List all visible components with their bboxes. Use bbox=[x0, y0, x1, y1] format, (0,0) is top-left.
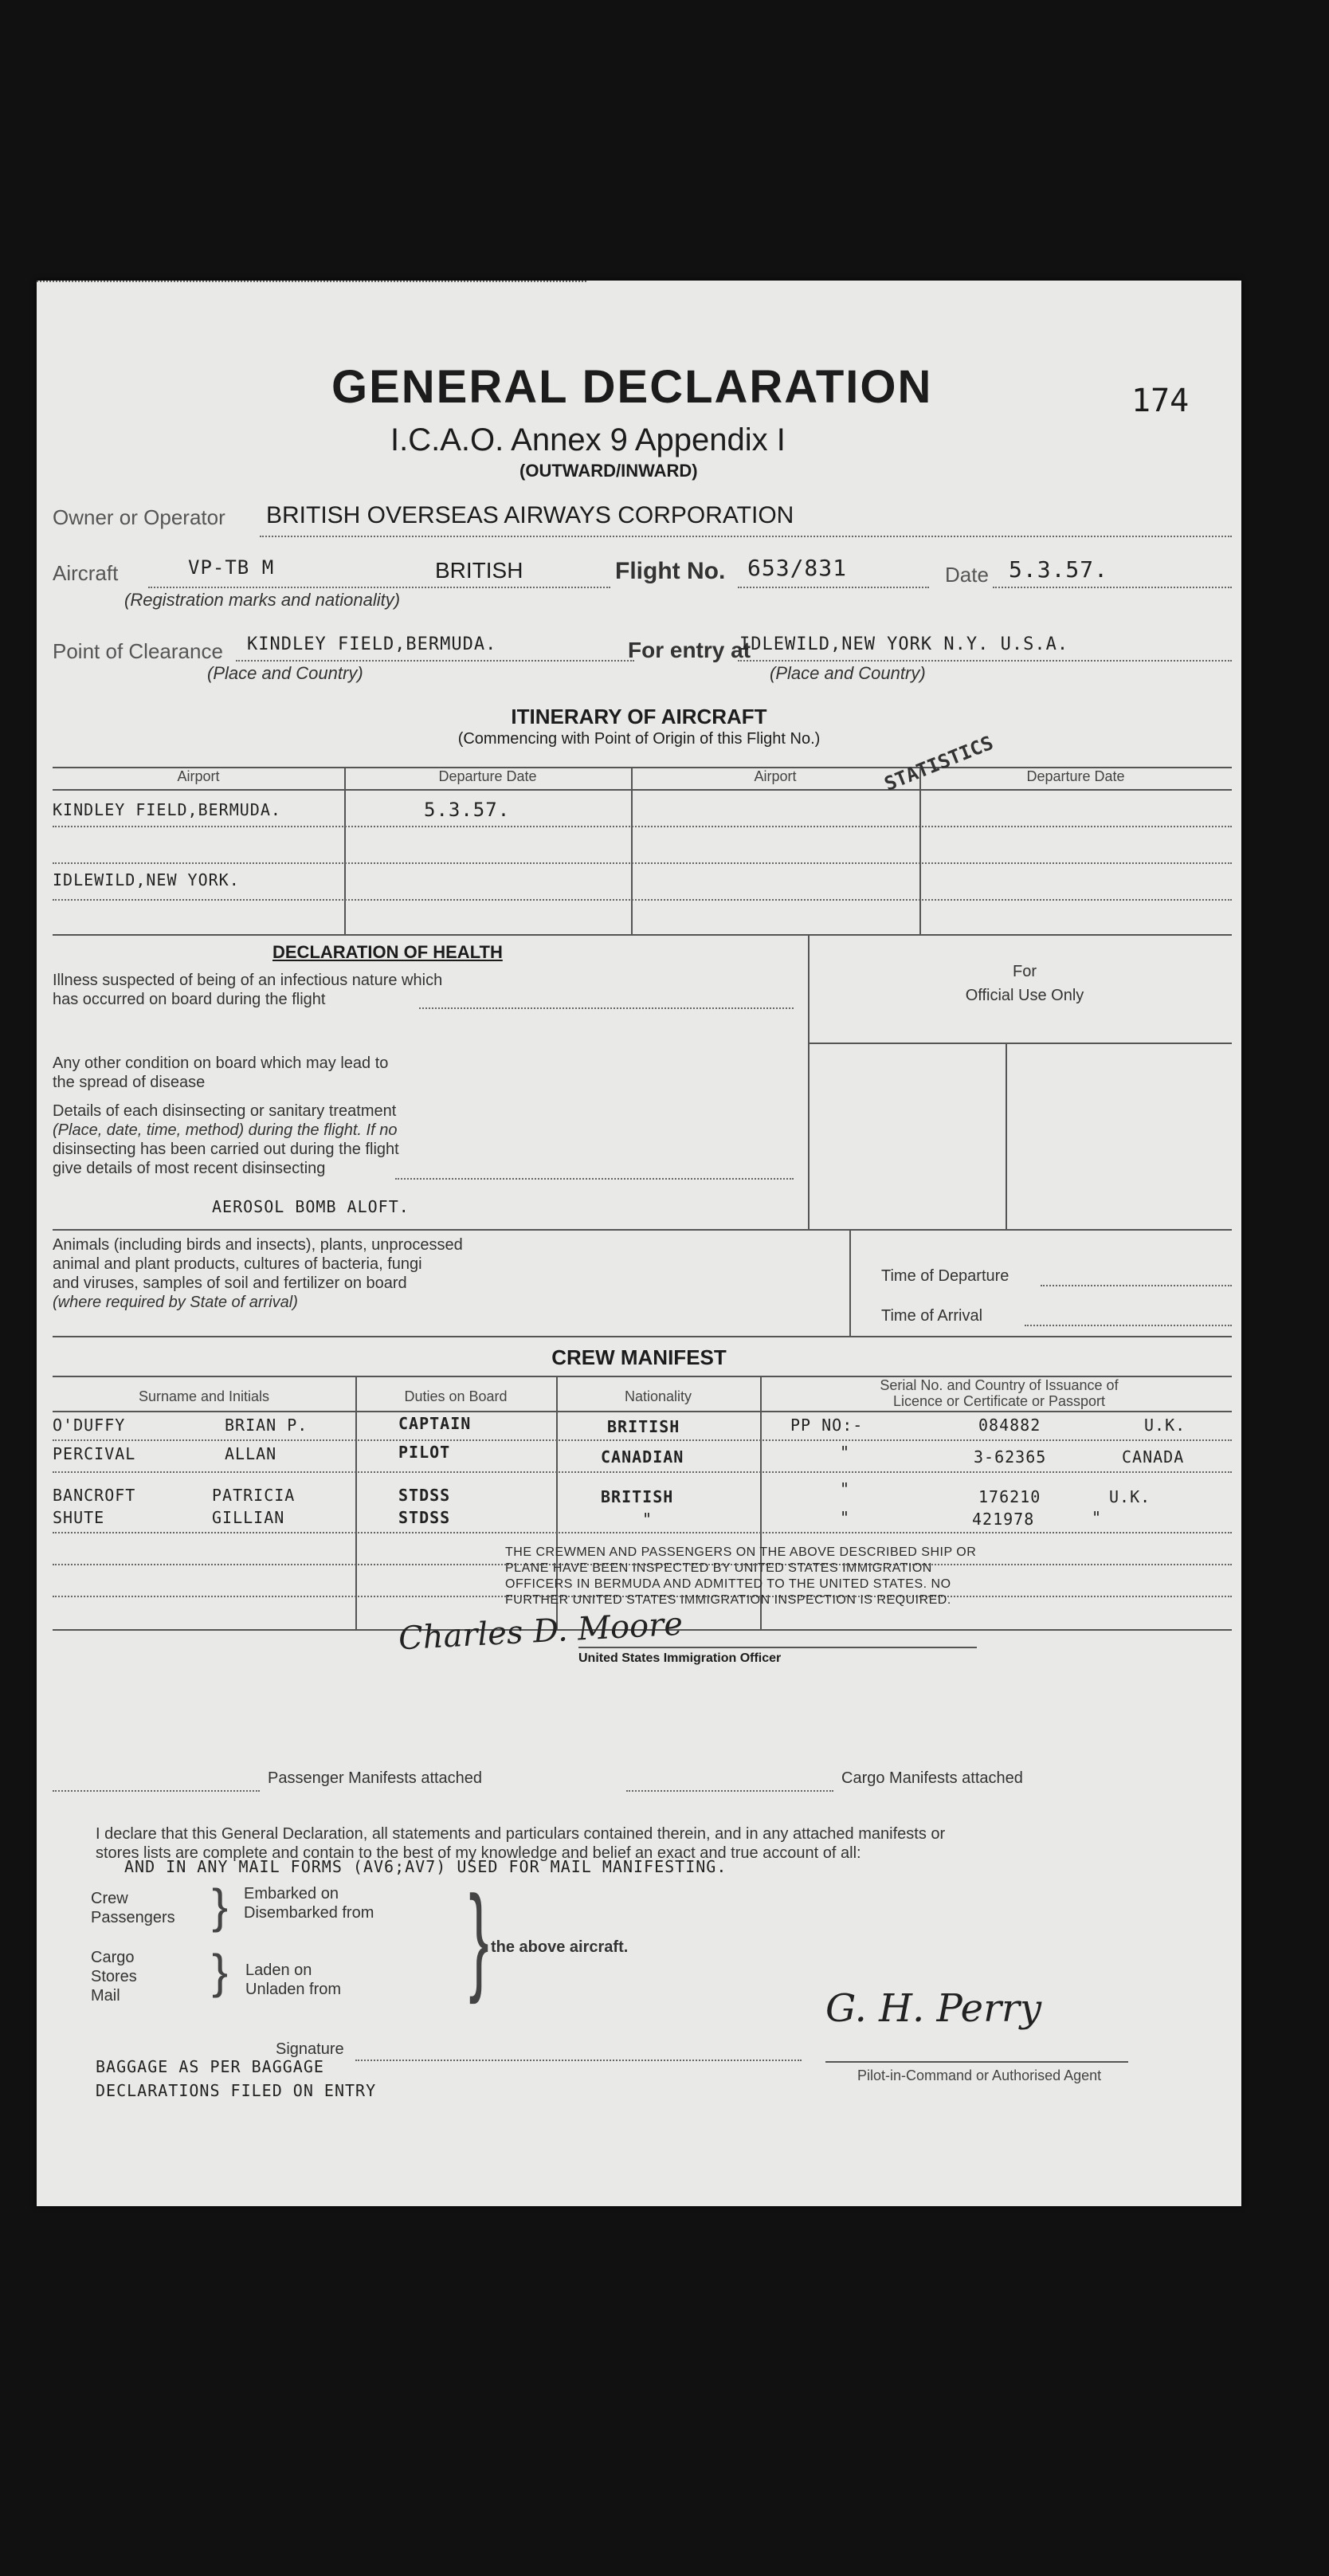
disinsecting-question bbox=[53, 1101, 399, 1178]
illness-question bbox=[53, 971, 442, 1009]
crew-row-4-nationality: " bbox=[642, 1510, 653, 1529]
date-label: Date bbox=[945, 563, 989, 587]
declaration-form: GENERAL DECLARATION I.C.A.O. Annex 9 Appendix I (OUTWARD/INWARD) 174 Owner or Operator BRITISH OVERSEAS AIRWAYS CORPORATION Aircraft VP-TB M BRITISH (Registration marks and nationality) Flight No. 653/831 Date 5.3.57. Point of Clearance KINDLEY FIELD,BERMUDA. (Place and Country) For entry at IDLEWILD,NEW YORK N.Y. U.S.A. (Place and Country) ITINERARY OF AIRCRAFT (Commencing with Point of Origin of this Flight No.) Airport Departure Date Airport Departure Date KINDLEY FIELD,BERMUDA. 5.3.57. IDLEWILD,NEW YORK. STATISTICS DECLARATION OF HEALTH For Official Use Only Illness suspected of being of an infectious nature which has occurred on board during the flight Any other condition on board which may lead to the spread of disease Details of each disinsecting or sanitary treatment (Place, date, time, method) during the flight. If no disinsecting has been carried out during the flight give details of most recent disinsecting AEROSOL BOMB ALOFT. Animals (including birds and insects), plants, unprocessed animal and plant products, cultures of bacteria, fungi and viruses, samples of soil and fertilizer on board (where required by State of arrival) Time of Departure Time of Arrival CREW MANIFEST Surname and Initials Duties on Board Nationality Serial No. and Country of Issuance of Licence or Certificate or Passport O'DUFFY BRIAN P. CAPTAIN BRITISH PP NO:- 084882 U.K. PERCIVAL ALLAN PILOT CANADIAN " 3-62365 CANADA BANCROFT PATRICIA STDSS BRITISH " 176210 U.K. SHUTE GILLIAN STDSS " " 421978 " THE CREWMEN AND PASSENGERS ON THE ABOVE DESCRIBED SHIP OR PLANE HAVE BEEN INSPECTED BY UNITED STATES IMMIGRATION OFFICERS IN BERMUDA AND ADMITTED TO THE UNITED STATES. NO FURTHER UNITED STATES IMMIGRATION INSPECTION IS REQUIRED. Charles D. Moore United States Immigration Officer Passenger Manifests attached Cargo Manifests attached I declare that this General Declaration, all statements and particulars contained therein, and in any attached manifests or stores lists are complete and contain to the best of my knowledge and belief an exact and true account of all: AND IN ANY MAIL FORMS (AV6;AV7) USED FOR MAIL MANIFESTING. Crew Passengers } Embarked on Disembarked from Cargo Stores Mail } Laden on Unladen from } the above aircraft. Signature G. H. Perry Pilot-in-Command or Authorised Agent BAGGAGE AS PER BAGGAGE DECLARATIONS FILED ON ENTRY bbox=[37, 281, 1241, 2206]
illness-line-1: Illness suspected of being of an infectious nature which bbox=[53, 972, 443, 989]
official-use-line-2: Official Use Only bbox=[965, 987, 1084, 1004]
crew-row-3-serial: 176210 bbox=[978, 1487, 1041, 1506]
crew-row-4-initials: GILLIAN bbox=[212, 1508, 285, 1527]
immigration-officer-label: United States Immigration Officer bbox=[578, 1651, 782, 1665]
animals-line-4: (where required by State of arrival) bbox=[53, 1294, 298, 1311]
entry-label: For entry at bbox=[628, 638, 751, 662]
immigration-officer-signature: Charles D. Moore bbox=[398, 1605, 684, 1658]
animals-line-3: and viruses, samples of soil and fertilizer on board bbox=[53, 1274, 407, 1292]
health-title: DECLARATION OF HEALTH bbox=[272, 942, 503, 962]
crew-row-3-nationality: BRITISH bbox=[601, 1487, 674, 1506]
immigration-stamp-line-4: FURTHER UNITED STATES IMMIGRATION INSPECTION IS REQUIRED. bbox=[505, 1593, 951, 1607]
crew-row-2-initials: ALLAN bbox=[225, 1444, 277, 1463]
crew-row-2-surname: PERCIVAL bbox=[53, 1444, 136, 1463]
disembarked-from: Disembarked from bbox=[244, 1904, 374, 1922]
crew-row-1-duty: CAPTAIN bbox=[398, 1414, 472, 1433]
declaration-typed-overlay: AND IN ANY MAIL FORMS (AV6;AV7) USED FOR MAIL MANIFESTING. bbox=[124, 1857, 727, 1876]
crew-row-1-initials: BRIAN P. bbox=[225, 1416, 308, 1435]
itinerary-note: (Commencing with Point of Origin of this Flight No.) bbox=[457, 730, 821, 748]
cargo-word: Cargo bbox=[91, 1949, 135, 1966]
embark-labels bbox=[244, 1884, 374, 1922]
entry-value: IDLEWILD,NEW YORK N.Y. U.S.A. bbox=[739, 634, 1069, 654]
passenger-manifests-label: Passenger Manifests attached bbox=[268, 1769, 483, 1787]
crew-row-1-country: U.K. bbox=[1144, 1416, 1186, 1435]
page-number: 174 bbox=[1131, 383, 1190, 419]
flight-number: 653/831 bbox=[747, 555, 848, 581]
crew-row-2-duty: PILOT bbox=[398, 1443, 451, 1462]
crew-header-duties: Duties on Board bbox=[404, 1388, 508, 1404]
baggage-line-1: BAGGAGE AS PER BAGGAGE bbox=[96, 2057, 324, 2076]
itinerary-title: ITINERARY OF AIRCRAFT bbox=[511, 705, 767, 728]
crew-row-2-serial: 3-62365 bbox=[974, 1447, 1047, 1467]
disinsecting-line-4: give details of most recent disinsecting bbox=[53, 1160, 326, 1177]
itinerary-header-date-2: Departure Date bbox=[1026, 768, 1125, 784]
pilot-label: Pilot-in-Command or Authorised Agent bbox=[857, 2067, 1102, 2083]
disinsecting-line-3: disinsecting has been carried out during the flight bbox=[53, 1141, 399, 1158]
entry-note: (Place and Country) bbox=[770, 663, 926, 683]
flight-date: 5.3.57. bbox=[1009, 556, 1109, 583]
immigration-stamp-line-3: OFFICERS IN BERMUDA AND ADMITTED TO THE UNITED STATES. NO bbox=[505, 1577, 951, 1591]
laden-labels bbox=[245, 1961, 341, 1999]
arrival-time-label: Time of Arrival bbox=[881, 1307, 983, 1325]
declaration-text: I declare that this General Declaration, all statements and particulars contained therein, and in any attached manifests or bbox=[96, 1825, 946, 1843]
embarked-on: Embarked on bbox=[244, 1885, 339, 1903]
registration-note: (Registration marks and nationality) bbox=[124, 590, 401, 610]
crew-row-2-country: CANADA bbox=[1122, 1447, 1185, 1467]
form-direction: (OUTWARD/INWARD) bbox=[519, 461, 698, 481]
crew-row-2-nationality: CANADIAN bbox=[601, 1447, 684, 1467]
cargo-manifests-label: Cargo Manifests attached bbox=[841, 1769, 1023, 1787]
crew-row-1-prefix: PP NO:- bbox=[790, 1416, 864, 1435]
itinerary-header-date-1: Departure Date bbox=[438, 768, 537, 784]
crew-row-1-nationality: BRITISH bbox=[607, 1417, 680, 1436]
official-use bbox=[808, 960, 1241, 1007]
owner-label: Owner or Operator bbox=[53, 505, 225, 529]
crew-row-1-surname: O'DUFFY bbox=[53, 1416, 126, 1435]
disinsecting-line-2: (Place, date, time, method) during the flight. If no bbox=[53, 1121, 398, 1139]
immigration-stamp-line-1: THE CREWMEN AND PASSENGERS ON THE ABOVE DESCRIBED SHIP OR bbox=[505, 1545, 977, 1559]
pilot-signature: G. H. Perry bbox=[825, 1986, 1042, 2031]
clearance-note: (Place and Country) bbox=[207, 663, 363, 683]
animals-line-2: animal and plant products, cultures of bacteria, fungi bbox=[53, 1255, 422, 1273]
official-use-line-1: For bbox=[1013, 963, 1037, 980]
signature-label: Signature bbox=[276, 2040, 344, 2058]
crew-row-4-surname: SHUTE bbox=[53, 1508, 105, 1527]
crew-row-3-country: U.K. bbox=[1109, 1487, 1151, 1506]
crew-row-4-country: " bbox=[1092, 1508, 1103, 1527]
crew-word: Crew bbox=[91, 1890, 128, 1907]
disinsecting-value: AEROSOL BOMB ALOFT. bbox=[212, 1197, 410, 1216]
other-line-2: the spread of disease bbox=[53, 1074, 206, 1091]
immigration-stamp bbox=[505, 1545, 976, 1608]
crew-row-4-serial: 421978 bbox=[972, 1510, 1035, 1529]
stores-word: Stores bbox=[91, 1968, 137, 1985]
crew-row-3-initials: PATRICIA bbox=[212, 1486, 296, 1505]
crew-title: CREW MANIFEST bbox=[551, 1345, 727, 1369]
illness-line-2: has occurred on board during the flight bbox=[53, 991, 326, 1008]
crew-row-3-surname: BANCROFT bbox=[53, 1486, 136, 1505]
above-aircraft: the above aircraft. bbox=[491, 1938, 629, 1956]
crew-row-1-serial: 084882 bbox=[978, 1416, 1041, 1435]
flight-label: Flight No. bbox=[615, 558, 726, 584]
disinsecting-line-1: Details of each disinsecting or sanitary treatment bbox=[53, 1102, 397, 1120]
animals-question bbox=[53, 1235, 463, 1312]
crew-header-serial-line-1: Serial No. and Country of Issuance of bbox=[880, 1377, 1119, 1393]
baggage-line-2: DECLARATIONS FILED ON ENTRY bbox=[96, 2081, 377, 2100]
form-subtitle: I.C.A.O. Annex 9 Appendix I bbox=[390, 422, 786, 457]
cargo-stores-mail-label bbox=[91, 1948, 137, 2005]
crew-row-3-duty: STDSS bbox=[398, 1486, 451, 1505]
aircraft-nationality: BRITISH bbox=[435, 558, 523, 583]
mail-word: Mail bbox=[91, 1987, 120, 2005]
baggage-note bbox=[96, 2055, 376, 2103]
animals-line-1: Animals (including birds and insects), plants, unprocessed bbox=[53, 1236, 463, 1254]
clearance-value: KINDLEY FIELD,BERMUDA. bbox=[247, 634, 497, 654]
itinerary-header-airport-1: Airport bbox=[177, 768, 220, 784]
immigration-stamp-line-2: PLANE HAVE BEEN INSPECTED BY UNITED STATES IMMIGRATION bbox=[505, 1561, 932, 1575]
departure-time-label: Time of Departure bbox=[881, 1267, 1009, 1285]
declaration-text-2: stores lists are complete and contain to the best of my knowledge and belief an exact and true account of all: bbox=[96, 1844, 861, 1862]
itinerary-row-2-airport: IDLEWILD,NEW YORK. bbox=[53, 870, 240, 889]
clearance-label: Point of Clearance bbox=[53, 639, 223, 663]
crew-header-name: Surname and Initials bbox=[138, 1388, 270, 1404]
aircraft-label: Aircraft bbox=[53, 561, 119, 585]
other-condition-question bbox=[53, 1054, 388, 1092]
other-line-1: Any other condition on board which may lead to bbox=[53, 1054, 389, 1072]
crew-passengers-label bbox=[91, 1889, 175, 1927]
crew-header-nationality: Nationality bbox=[624, 1388, 692, 1404]
passengers-word: Passengers bbox=[91, 1909, 175, 1926]
itinerary-header-airport-2: Airport bbox=[754, 768, 797, 784]
crew-row-4-duty: STDSS bbox=[398, 1508, 451, 1527]
laden-on: Laden on bbox=[245, 1961, 312, 1979]
aircraft-registration: VP-TB M bbox=[188, 556, 275, 579]
unladen-from: Unladen from bbox=[245, 1981, 342, 1998]
crew-header-serial-line-2: Licence or Certificate or Passport bbox=[892, 1393, 1106, 1409]
owner-value: BRITISH OVERSEAS AIRWAYS CORPORATION bbox=[266, 502, 794, 528]
form-title: GENERAL DECLARATION bbox=[331, 361, 933, 413]
crew-header-serial bbox=[760, 1377, 1238, 1409]
itinerary-row-1-airport: KINDLEY FIELD,BERMUDA. bbox=[53, 800, 281, 819]
itinerary-row-1-date: 5.3.57. bbox=[424, 799, 511, 821]
statistics-stamp: STATISTICS bbox=[881, 731, 997, 795]
